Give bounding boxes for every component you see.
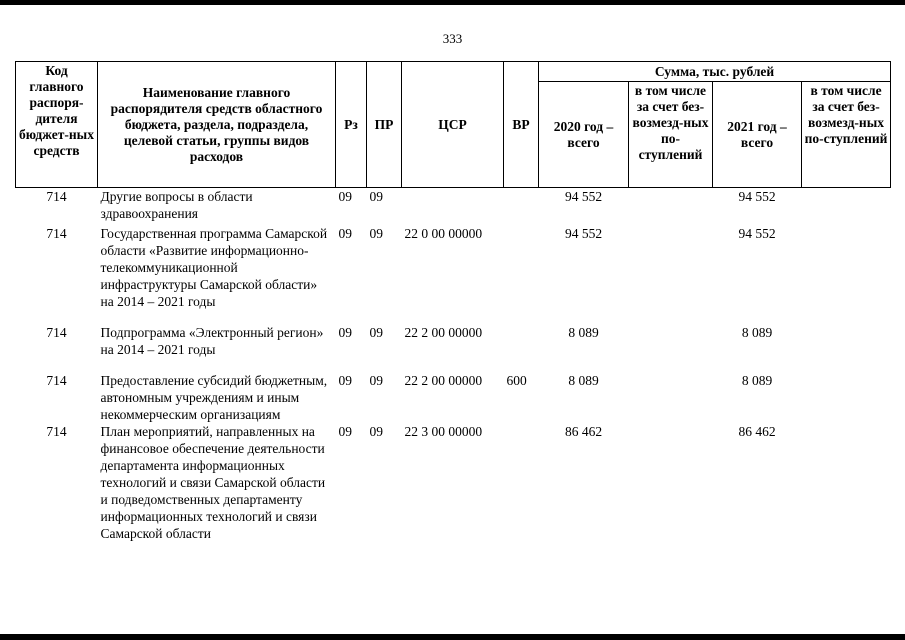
header-name: Наименование главного распорядителя средств областного бюджета, раздела, подраздела, целевой статьи, группы видов расходов bbox=[98, 62, 336, 188]
row-vr bbox=[504, 423, 539, 542]
row-vr bbox=[504, 324, 539, 358]
header-2021-total: 2021 год – всего bbox=[713, 82, 802, 188]
header-csr: ЦСР bbox=[402, 62, 504, 188]
row-free-2021 bbox=[802, 225, 891, 310]
row-vr bbox=[504, 225, 539, 310]
row-rz: 09 bbox=[338, 424, 352, 439]
row-sum-2021: 94 552 bbox=[738, 189, 776, 204]
row-pr: 09 bbox=[369, 226, 383, 241]
header-vr: ВР bbox=[504, 62, 539, 188]
row-code: 714 bbox=[46, 325, 67, 340]
row-csr: 22 0 00 00000 bbox=[404, 226, 483, 241]
row-free-2020 bbox=[629, 188, 713, 223]
budget-table bbox=[15, 61, 891, 542]
row-sum-2021: 94 552 bbox=[738, 226, 776, 241]
row-pr: 09 bbox=[369, 373, 383, 388]
row-free-2021 bbox=[802, 324, 891, 358]
row-pr: 09 bbox=[369, 325, 383, 340]
row-sum-2020: 8 089 bbox=[568, 325, 599, 340]
header-rz: Рз bbox=[336, 62, 367, 188]
row-pr: 09 bbox=[369, 424, 383, 439]
row-rz: 09 bbox=[338, 189, 352, 204]
header-sum-group: Сумма, тыс. рублей bbox=[539, 62, 891, 82]
row-name: Другие вопросы в области здравоохранения bbox=[100, 189, 253, 221]
row-name: Подпрограмма «Электронный регион» на 2014 – 2021 годы bbox=[100, 325, 324, 357]
row-sum-2021: 8 089 bbox=[741, 325, 773, 340]
table-row bbox=[16, 372, 891, 423]
bottom-border bbox=[0, 634, 905, 640]
row-rz: 09 bbox=[338, 325, 352, 340]
row-sum-2021: 86 462 bbox=[738, 424, 776, 439]
table-row bbox=[16, 423, 891, 542]
row-spacer-cell bbox=[16, 310, 891, 324]
row-name: План мероприятий, направленных на финансовое обеспечение деятельности департамента информационных технологий и связи Самарской области и подведомственных департаменту информационных технологий и связи Самарской области bbox=[100, 424, 326, 541]
row-name: Государственная программа Самарской области «Развитие информационно-телекоммуникационной инфраструктуры Самарской области» на 2014 – 2021 годы bbox=[100, 226, 328, 309]
row-code: 714 bbox=[46, 226, 67, 241]
row-pr: 09 bbox=[369, 189, 383, 204]
row-sum-2020: 8 089 bbox=[568, 373, 599, 388]
row-spacer bbox=[16, 358, 891, 372]
header-2020-free: в том числе за счет без-возмезд-ных по-ступлений bbox=[629, 82, 713, 188]
header-2021-free: в том числе за счет без-возмезд-ных по-ступлений bbox=[802, 82, 891, 188]
row-free-2020 bbox=[629, 225, 713, 310]
row-spacer bbox=[16, 310, 891, 324]
row-spacer-cell bbox=[16, 358, 891, 372]
row-name: Предоставление субсидий бюджетным, автономным учреждениям и иным некоммерческим организациям bbox=[100, 373, 328, 422]
row-sum-2021: 8 089 bbox=[741, 373, 773, 388]
row-free-2020 bbox=[629, 324, 713, 358]
table-row bbox=[16, 324, 891, 358]
top-border bbox=[0, 0, 905, 5]
row-vr bbox=[504, 188, 539, 223]
row-csr bbox=[402, 188, 504, 223]
row-vr: 600 bbox=[506, 373, 527, 388]
row-code: 714 bbox=[46, 424, 67, 439]
row-rz: 09 bbox=[338, 373, 352, 388]
row-free-2020 bbox=[629, 372, 713, 423]
row-csr: 22 2 00 00000 bbox=[404, 325, 483, 340]
row-csr: 22 2 00 00000 bbox=[404, 373, 483, 388]
row-free-2021 bbox=[802, 188, 891, 223]
header-2020-total: 2020 год – всего bbox=[539, 82, 629, 188]
row-free-2020 bbox=[629, 423, 713, 542]
row-free-2021 bbox=[802, 372, 891, 423]
page-number: 333 bbox=[442, 31, 463, 46]
header-code: Код главного распоря-дителя бюджет-ных средств bbox=[16, 62, 98, 188]
row-sum-2020: 86 462 bbox=[564, 424, 603, 439]
header-pr: ПР bbox=[367, 62, 402, 188]
row-sum-2020: 94 552 bbox=[564, 189, 603, 204]
row-rz: 09 bbox=[338, 226, 352, 241]
row-csr: 22 3 00 00000 bbox=[404, 424, 483, 439]
row-free-2021 bbox=[802, 423, 891, 542]
row-sum-2020: 94 552 bbox=[564, 226, 603, 241]
row-code: 714 bbox=[46, 189, 67, 204]
table-row bbox=[16, 225, 891, 310]
table-row bbox=[16, 188, 891, 223]
row-code: 714 bbox=[46, 373, 67, 388]
